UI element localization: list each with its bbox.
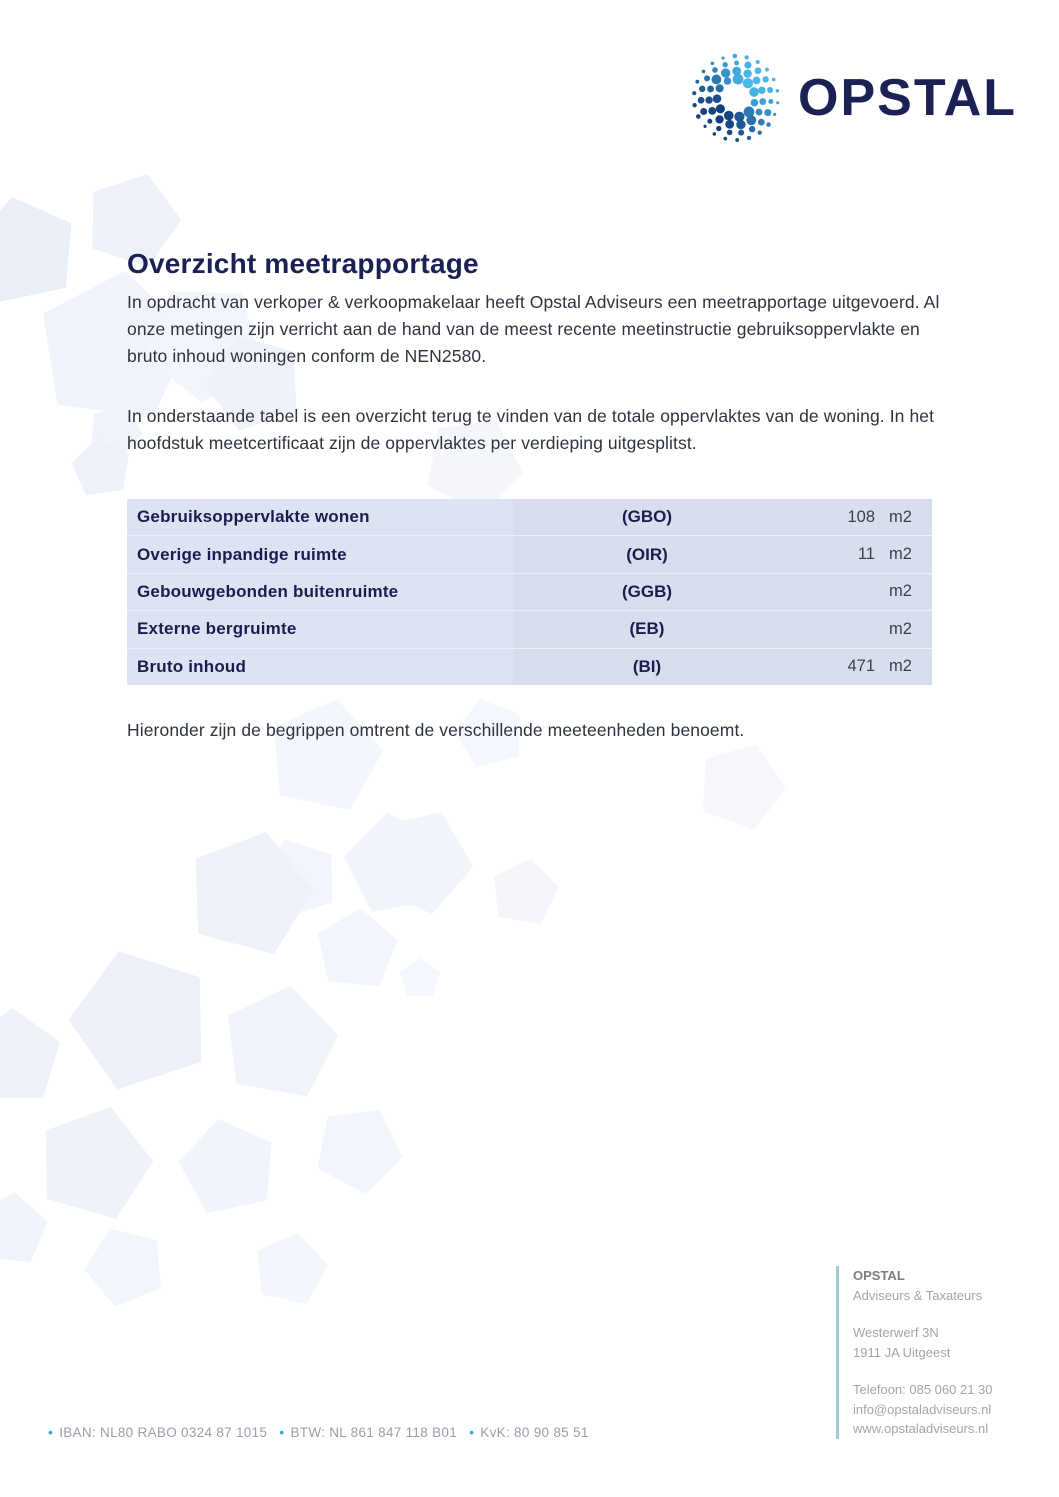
row-unit: m2 [889,657,912,676]
background-pentagon [400,958,440,996]
bullet-icon: • [279,1424,285,1440]
contact-block [836,1266,1059,1439]
contact-address-street: Westerwerf 3N [853,1325,939,1340]
row-label: Externe bergruimte [127,611,513,647]
row-code: (BI) [632,656,662,676]
legal-iban: IBAN: NL80 RABO 0324 87 1015 [59,1425,268,1440]
bullet-icon: • [48,1424,54,1440]
definitions-note: Hieronder zijn de begrippen omtrent de verschillende meeteenheden benoemt. [127,720,745,740]
row-label: Overige inpandige ruimte [127,536,513,572]
background-pentagon [0,1188,50,1263]
background-pentagon [0,186,84,306]
row-label: Bruto inhoud [127,649,513,685]
contact-company-subtitle: Adviseurs & Taxateurs [853,1287,983,1303]
legal-btw: BTW: NL 861 847 118 B01 [290,1425,458,1440]
background-pentagon [487,853,563,927]
table-row [127,499,932,536]
background-pentagon [689,730,797,835]
row-unit: m2 [889,582,912,601]
opstal-logo-dots-icon [688,50,784,146]
background-pentagon [28,1092,165,1225]
intro-paragraph: In opdracht van verkoper & verkoopmakelaar heeft Opstal Adviseurs een meetrapportage uitgevoerd. Al onze metingen zijn verricht aan de hand van de meest recente meetinstructie gebruiksoppervlakte en bruto inhoud woningen conform de NEN2580. [127,292,940,366]
background-pentagon [53,930,225,1097]
table-row [127,536,932,573]
background-pentagon [249,1225,334,1306]
opstal-logo-wordmark: OPSTAL [798,69,1018,127]
row-code: (GBO) [621,507,673,527]
row-value [781,611,875,647]
row-code: (EB) [629,619,665,639]
background-pentagon [177,816,325,960]
contact-address-city: 1911 JA Uitgeest [853,1344,951,1360]
page-title: Overzicht meetrapportage [127,248,479,279]
background-pentagon [74,1214,174,1312]
row-value: 108 [847,507,875,526]
opstal-logo [688,50,1017,146]
contact-email[interactable]: info@opstaladviseurs.nl [853,1401,992,1417]
background-pentagon [260,688,392,815]
background-pentagon [172,1109,284,1217]
background-pentagon [217,976,346,1100]
measurement-table [127,499,932,685]
table-row [127,574,932,611]
row-unit: m2 [889,507,912,526]
table-intro-paragraph: In onderstaande tabel is een overzicht terug te vinden van de totale oppervlaktes van de woning. In het hoofdstuk meetcertificaat zijn de oppervlaktes per verdieping uitgesplitst. [127,406,935,453]
row-unit: m2 [889,545,912,564]
row-value [781,574,875,610]
background-pentagon [304,1090,417,1201]
background-pentagon [314,905,400,988]
bullet-icon: • [469,1424,475,1440]
row-code: (GGB) [621,581,673,601]
row-unit: m2 [889,619,912,638]
contact-website[interactable]: www.opstaladviseurs.nl [853,1421,989,1436]
table-row [127,649,932,685]
background-pentagon [0,1008,60,1098]
row-label: Gebruiksoppervlakte wonen [127,499,513,535]
legal-kvk: KvK: 80 90 85 51 [480,1425,589,1440]
row-label: Gebouwgebonden buitenruimte [127,574,513,610]
legal-footer [48,1424,597,1440]
row-code: (OIR) [626,544,668,564]
row-value: 471 [847,657,875,676]
contact-phone: Telefoon: 085 060 21 30 [853,1382,993,1397]
row-value: 11 [857,545,875,564]
contact-company-name: OPSTAL [853,1268,905,1283]
table-row [127,611,932,648]
